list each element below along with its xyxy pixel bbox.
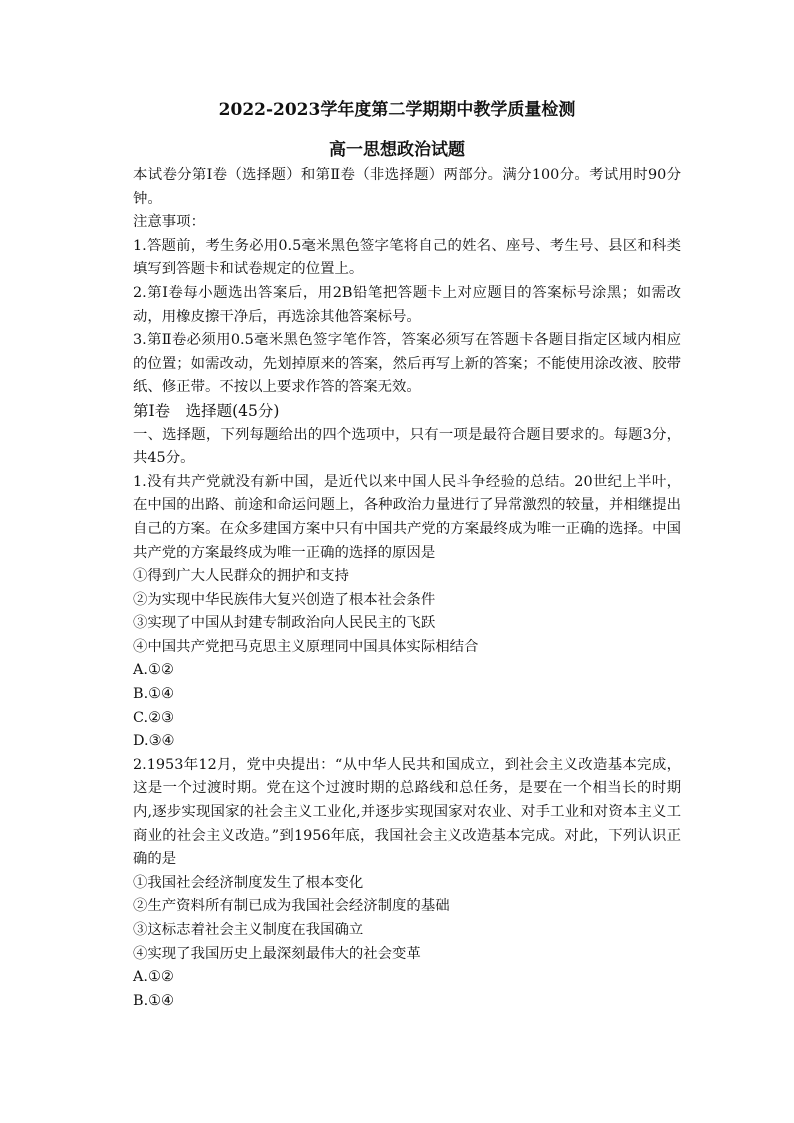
question-2	[133, 754, 681, 1014]
notice-heading: 注意事项：	[133, 214, 205, 231]
exam-subtitle: 高一思想政治试题	[329, 140, 465, 160]
notice-item-3: 3.第Ⅱ卷必须用0.5毫米黑色签字笔作答，答案必须写在答题卡各题目指定区域内相应的位置；如需改动，先划掉原来的答案，然后再写上新的答案；不能使用涂改液、胶带纸、修正带。不按以上要求作答的答案无效。	[133, 332, 681, 396]
question-statement: ④中国共产党把马克思主义原理同中国具体实际相结合	[133, 638, 479, 655]
exam-body	[133, 164, 681, 1013]
question-statement: ②生产资料所有制已成为我国社会经济制度的基础	[133, 898, 450, 915]
question-statement: ①得到广大人民群众的拥护和支持	[133, 568, 349, 585]
notice-item-2: 2.第Ⅰ卷每小题选出答案后，用2B铅笔把答题卡上对应题目的答案标号涂黑；如需改动，用橡皮擦干净后，再选涂其他答案标号。	[133, 284, 681, 325]
notice-item-1: 1.答题前，考生务必用0.5毫米黑色签字笔将自己的姓名、座号、考生号、县区和科类填写到答题卡和试卷规定的位置上。	[133, 237, 681, 278]
section-title: 第Ⅰ卷 选择题(45分)	[133, 401, 280, 420]
question-statement: ④实现了我国历史上最深刻最伟大的社会变革	[133, 945, 421, 962]
question-stem: 2.1953年12月，党中央提出：“从中华人民共和国成立，到社会主义改造基本完成，这是一个过渡时期。党在这个过渡时期的总路线和总任务，是要在一个相当长的时期内,逐步实现国家的社会主义工业化,并逐步实现国家对农业、对手工业和对资本主义工商业的社会主义改造。”到1956年底，我国社会主义改造基本完成。对此，下列认识正确的是	[133, 756, 681, 868]
question-1	[133, 471, 681, 754]
exam-title: 2022-2023学年度第二学期期中教学质量检测	[218, 100, 576, 120]
answer-option-b: B.①④	[133, 686, 174, 703]
question-statement: ②为实现中华民族伟大复兴创造了根本社会条件	[133, 591, 436, 608]
question-stem: 1.没有共产党就没有新中国，是近代以来中国人民斗争经验的总结。20世纪上半叶，在中国的出路、前途和命运问题上，各种政治力量进行了异常激烈的较量，并相继提出自己的方案。在众多建国方案中只有中国共产党的方案最终成为唯一正确的选择。中国共产党的方案最终成为唯一正确的选择的原因是	[133, 473, 681, 561]
exam-intro: 本试卷分第Ⅰ卷（选择题）和第Ⅱ卷（非选择题）两部分。满分100分。考试用时90分钟。	[133, 167, 681, 207]
answer-option-c: C.②③	[133, 709, 174, 726]
question-statement: ①我国社会经济制度发生了根本变化	[133, 874, 364, 891]
answer-option-d: D.③④	[133, 733, 175, 750]
answer-option-a: A.①②	[133, 969, 174, 986]
answer-option-b: B.①④	[133, 992, 174, 1009]
answer-option-a: A.①②	[133, 662, 174, 679]
section-instruction: 一、选择题，下列每题给出的四个选项中，只有一项是最符合题目要求的。每题3分，共45分。	[133, 426, 681, 467]
question-statement: ③实现了中国从封建专制政治向人民民主的飞跃	[133, 615, 436, 632]
question-statement: ③这标志着社会主义制度在我国确立	[133, 922, 364, 938]
